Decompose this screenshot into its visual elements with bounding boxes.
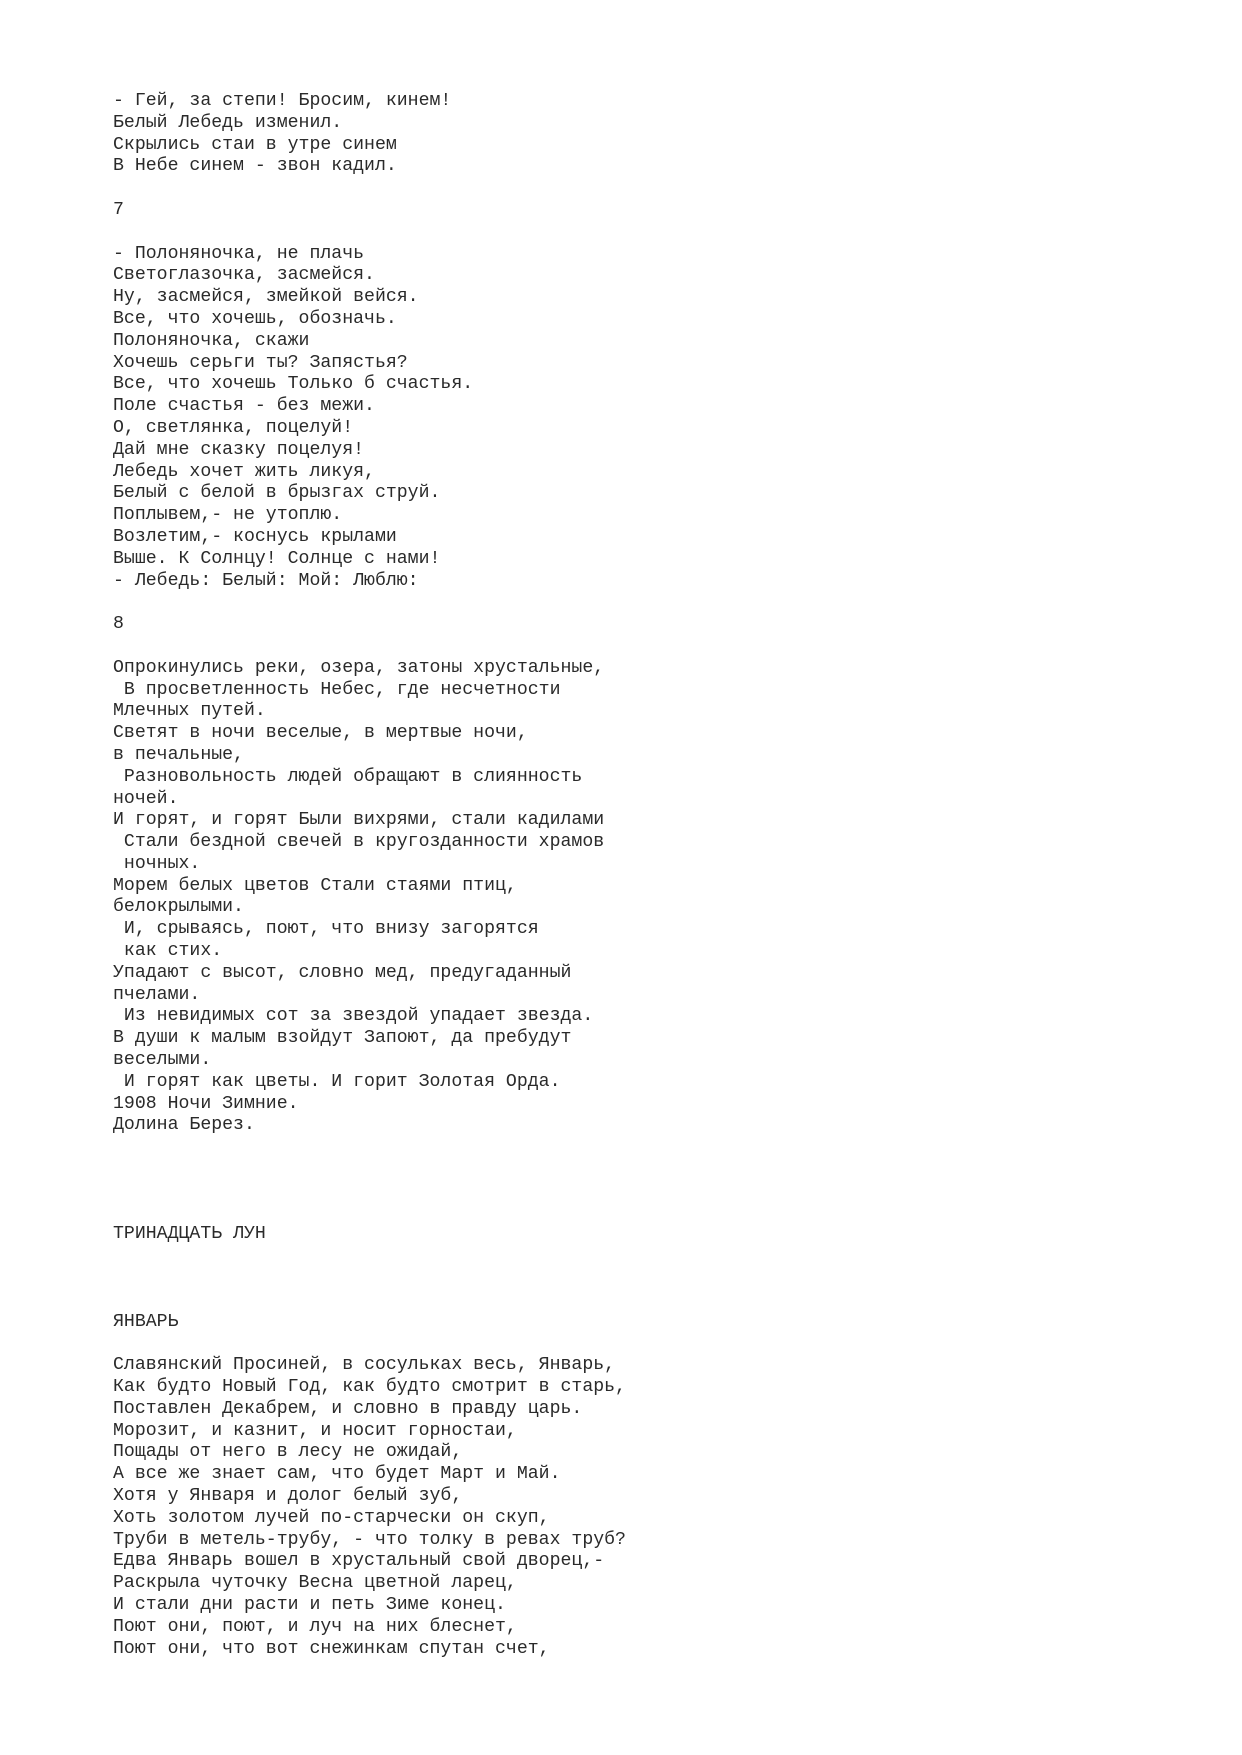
text-line: Хотя у Января и долог белый зуб, xyxy=(113,1486,463,1506)
document-page xyxy=(113,91,1213,1660)
text-line: Поле счастья - без межи. xyxy=(113,396,375,417)
text-line: Морозит, и казнит, и носит горностаи, xyxy=(113,1420,517,1441)
blank-line xyxy=(113,1333,1213,1355)
text-line: И, срываясь, поют, что внизу загорятся xyxy=(113,919,539,940)
blank-line xyxy=(113,1268,1213,1290)
text-line: В души к малым взойдут Запоют, да пребудут xyxy=(113,1028,572,1049)
text-line: Как будто Новый Год, как будто смотрит в старь, xyxy=(113,1377,626,1398)
text-line: Упадают с высот, словно мед, предугаданный xyxy=(113,962,572,983)
text-line: Поют они, поют, и луч на них блеснет, xyxy=(113,1616,517,1637)
text-line: - Лебедь: Белый: Мой: Люблю: xyxy=(113,570,419,591)
text-line: Полоняночка, скажи xyxy=(113,330,310,351)
blank-line xyxy=(113,1181,1213,1203)
text-line: ночных. xyxy=(113,853,201,874)
text-line: И горят, и горят Были вихрями, стали кадилами xyxy=(113,810,605,831)
text-line: В Небе синем - звон кадил. xyxy=(113,156,397,177)
text-line: Поставлен Декабрем, и словно в правду царь. xyxy=(113,1398,583,1419)
blank-line xyxy=(113,1159,1213,1181)
text-line: белокрылыми. xyxy=(113,897,244,918)
text-line: И стали дни расти и петь Зиме конец. xyxy=(113,1594,506,1615)
text-line: пчелами. xyxy=(113,984,201,1005)
text-line: Выше. К Солнцу! Солнце с нами! xyxy=(113,548,441,569)
text-line: Хочешь серьги ты? Запястья? xyxy=(113,352,408,373)
text-line: Светят в ночи веселые, в мертвые ночи, xyxy=(113,723,528,744)
text-line: 1908 Ночи Зимние. xyxy=(113,1093,299,1114)
text-line: - Гей, за степи! Бросим, кинем! xyxy=(113,91,452,111)
text-line: Поют они, что вот снежинкам спутан счет, xyxy=(113,1638,550,1659)
text-line: Белый Лебедь изменил. xyxy=(113,112,343,133)
text-line: - Полоняночка, не плачь xyxy=(113,243,365,264)
text-line: О, светлянка, поцелуй! xyxy=(113,417,354,438)
text-line: Долина Берез. xyxy=(113,1115,255,1136)
text-line: Белый с белой в брызгах струй. xyxy=(113,483,441,504)
text-line: 7 xyxy=(113,199,124,220)
text-line: ЯНВАРЬ xyxy=(113,1311,179,1332)
text-line: ТРИНАДЦАТЬ ЛУН xyxy=(113,1224,266,1245)
text-line: Ну, засмейся, змейкой вейся. xyxy=(113,287,419,308)
text-line: А все же знает сам, что будет Март и Май. xyxy=(113,1464,561,1485)
text-line: Опрокинулись реки, озера, затоны хрустальные, xyxy=(113,657,605,678)
blank-line xyxy=(113,1137,1213,1159)
blank-line xyxy=(113,592,1213,614)
blank-line xyxy=(113,636,1213,658)
blank-line xyxy=(113,1246,1213,1268)
text-line: Поплывем,- не утоплю. xyxy=(113,505,343,526)
text-line: В просветленность Небес, где несчетности xyxy=(113,679,561,700)
text-line: как стих. xyxy=(113,941,223,962)
text-line: 8 xyxy=(113,614,124,635)
text-line: Возлетим,- коснусь крылами xyxy=(113,526,397,547)
blank-line xyxy=(113,178,1213,200)
text-line: ночей. xyxy=(113,788,179,809)
text-line: Пощады от него в лесу не ожидай, xyxy=(113,1442,463,1463)
text-line: Светоглазочка, засмейся. xyxy=(113,265,375,286)
text-line: Лебедь хочет жить ликуя, xyxy=(113,461,375,482)
text-line: Дай мне сказку поцелуя! xyxy=(113,439,365,460)
text-line: Хоть золотом лучей по-старчески он скуп, xyxy=(113,1507,550,1528)
text-line: веселыми. xyxy=(113,1050,212,1071)
text-line: Млечных путей. xyxy=(113,701,266,722)
text-line: Труби в метель-трубу, - что толку в ревах труб? xyxy=(113,1529,626,1550)
blank-line xyxy=(113,1290,1213,1312)
text-line: Из невидимых сот за звездой упадает звезда. xyxy=(113,1006,594,1027)
text-line: Все, что хочешь, обозначь. xyxy=(113,308,397,329)
text-line: Раскрыла чуточку Весна цветной ларец, xyxy=(113,1573,517,1594)
text-line: Разновольность людей обращают в слиянность xyxy=(113,766,583,787)
text-line: в печальные, xyxy=(113,744,244,765)
text-line: Едва Январь вошел в хрустальный свой дворец,- xyxy=(113,1551,605,1572)
text-line: Скрылись стаи в утре синем xyxy=(113,134,397,155)
blank-line xyxy=(113,1203,1213,1225)
text-line: И горят как цветы. И горит Золотая Орда. xyxy=(113,1071,561,1092)
blank-line xyxy=(113,222,1213,244)
text-line: Стали бездной свечей в кругозданности храмов xyxy=(113,832,605,853)
text-line: Славянский Просиней, в сосульках весь, Январь, xyxy=(113,1355,616,1376)
text-line: Все, что хочешь Только б счастья. xyxy=(113,374,474,395)
text-line: Морем белых цветов Стали стаями птиц, xyxy=(113,875,517,896)
